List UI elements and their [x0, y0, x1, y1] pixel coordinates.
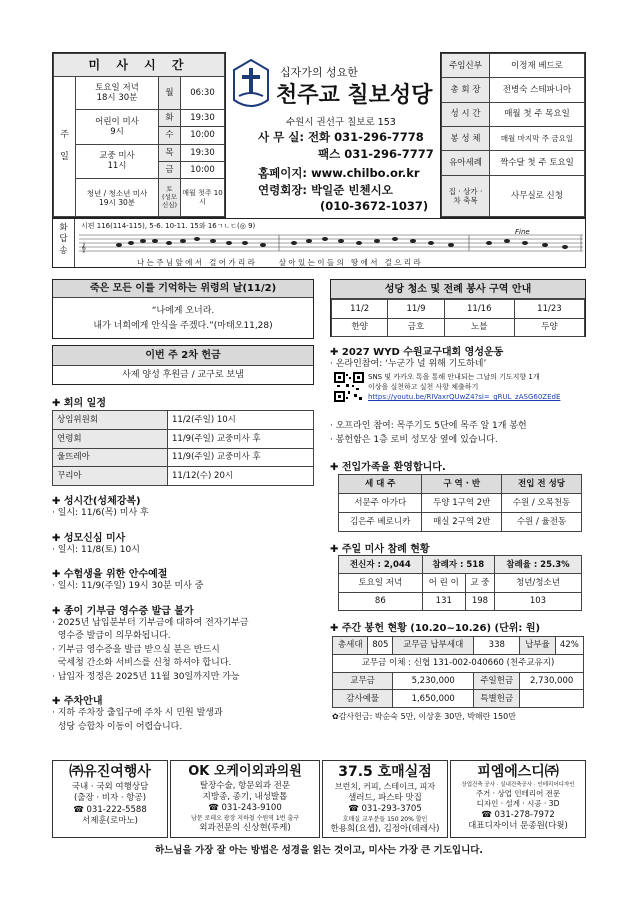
ad-title: 37.5 호매실점 [338, 764, 432, 780]
ad-line: 대표디자이너 문종원(다윗) [468, 821, 568, 832]
finance-cell: 납부율 [520, 637, 555, 655]
finance-cell: 주일헌금 [474, 672, 520, 690]
finance-table [332, 636, 584, 708]
psalm-lyrics: 나 는 주 님 앞 에 서 걸 어 가 리 라 살 아 있 는 이 들 의 땅 에 서 걸 으 리 라 [137, 258, 421, 267]
wyd-offline [330, 420, 586, 447]
staff-role: 총 회 장 [442, 78, 490, 102]
finance-cell: 1,650,000 [393, 690, 474, 708]
cleaning-date: 11/2 [332, 300, 388, 319]
ad-line: 주거 · 상업 인테리어 전문 [475, 789, 561, 799]
memorial-quote-2: 내가 너희에게 안식을 주겠다.”(마태오11,28) [93, 321, 273, 331]
attendance-table [338, 555, 582, 611]
wyd-line: · 오프라인 참여: 목주기도 5단에 목주 알 1개 봉헌 [330, 421, 527, 431]
newcomers-header: 구 역 · 반 [422, 475, 502, 494]
mass-row-time: 06:30 [181, 77, 225, 110]
music-staff-icon [79, 229, 583, 257]
wyd-link[interactable]: https://youtu.be/RIVaxrQUwZ4?si=_gRUL_zASG60ZEdE [368, 393, 561, 402]
wyd-title: ✚ 2027 WYD 수원교구대회 영성운동 [330, 347, 504, 358]
ad-title: 피엠에스디㈜ [477, 764, 559, 780]
attendance-value: 86 [339, 592, 423, 610]
mass-row-time: 매월 첫주 10시 [181, 179, 225, 217]
attendance-header: 청년/청소년 [494, 574, 581, 592]
ad-line: ☎ 031-293-3705 [348, 804, 422, 815]
notice-line: · 일시: 11/6(목) 미사 후 [52, 508, 149, 518]
finance-title: ✚ 주간 봉헌 현황 (10.20~10.26) (단위: 원) [330, 623, 541, 634]
notice-title: ✚ 종이 기부금 영수증 발급 불가 [52, 605, 194, 617]
wyd-line: 이상을 실천하고 실천 사항 체출하기 [368, 383, 479, 392]
mass-row-time: 19:30 [181, 110, 225, 127]
finance-cell: 338 [474, 637, 520, 655]
mass-row-time: 10:00 [181, 161, 225, 178]
meeting-name: 상임위원회 [53, 411, 168, 430]
finance-account: 교무금 이체 : 신협 131-002-040660 (천주교유지) [333, 654, 584, 672]
ad-travel [52, 760, 168, 838]
notice-line: · 지하 주차장 출입구에 주차 시 민원 발생과 [52, 708, 223, 718]
newcomers-header: 전입 전 성당 [502, 475, 582, 494]
church-logo-icon [230, 58, 272, 112]
cleaning-date: 11/9 [388, 300, 444, 319]
cleaning-area: 두양 [514, 318, 584, 337]
meeting-time: 11/9(주일) 교중미사 후 [168, 429, 314, 448]
psalm-header: 시편 116(114-115), 5-6. 10-11. 15와 16ㄱㄴㄷ(◎ 9) [81, 222, 256, 230]
staff-value: 전병숙 스테파니아 [490, 78, 585, 102]
notice-title: ✚ 성시간(성체강복) [52, 496, 141, 507]
cleaning-title: 성당 청소 및 전례 봉사 구역 안내 [331, 280, 585, 299]
attendance-value: 198 [465, 592, 494, 610]
office-phone: 전화 031-296-7778 [307, 130, 424, 144]
meetings-table [52, 410, 314, 486]
newcomer-name: 서문주 아가다 [339, 494, 422, 513]
attendance-total: 전신자 : 2,044 [339, 556, 423, 574]
ad-title: OK 오케이외과의원 [188, 764, 302, 779]
attendance-attendees: 참례자 : 518 [422, 556, 494, 574]
newcomer-name: 김은주 베로니카 [339, 513, 422, 532]
meeting-name: 울뜨레아 [53, 448, 168, 467]
meeting-name: 연령회 [53, 429, 168, 448]
mass-times-table [52, 52, 226, 218]
ad-line: 샐러드, 파스타 맛집 [348, 792, 422, 803]
ad-line: 상업건축 공사 · 실내건축공사 · 인테리어디자인 [461, 781, 575, 788]
finance-cell: 특별헌금 [474, 690, 520, 708]
notice-line: 국세청 간소화 서비스를 신청 하셔야 합니다. [52, 658, 232, 668]
notice-line: · 일시: 11/9(주일) 19시 30분 미사 중 [52, 581, 204, 591]
cleaning-date: 11/23 [514, 300, 584, 319]
finance-cell: 총세대 [333, 637, 368, 655]
wyd-line: · 온라인참여: ‘누군가 널 위해 기도하네’ [330, 359, 487, 369]
cleaning-area: 노블 [444, 318, 514, 337]
ad-line: ☎ 031-222-5588 [73, 804, 147, 815]
ad-line: 탈장수술, 항문외과 전문 [199, 780, 291, 791]
cleaning-area: 한양 [332, 318, 388, 337]
sunday-label: 주 일 [54, 77, 76, 217]
second-collection-title: 이번 주 2차 헌금 [53, 346, 313, 366]
mass-row-day: 목 [159, 144, 181, 161]
meeting-time: 11/9(주일) 교중미사 후 [168, 448, 314, 467]
fax-number: 팩스 031-296-7777 [318, 147, 434, 161]
mass-row-day: 월 [159, 77, 181, 110]
mass-row-name: 교중 미사 11시 [76, 144, 159, 179]
attendance-value: 103 [494, 592, 581, 610]
staff-value: 이정재 베드로 [490, 54, 585, 78]
notice-title: ✚ 주차안내 [52, 696, 103, 707]
ad-line: ☎ 031-278-7972 [481, 809, 555, 820]
staff-role: 집 · 상가 · 차 축복 [442, 175, 490, 216]
second-collection-content: 사제 양성 후원금 / 교구로 보냄 [122, 370, 244, 380]
ad-line: 외과전문의 신상현(루케) [199, 823, 291, 834]
psalm-side-label: 화 답 송 [53, 219, 75, 267]
finance-cell: 감사예물 [333, 690, 393, 708]
newcomer-from: 수원 / 오목천동 [502, 494, 582, 513]
notice-title: ✚ 성모신심 미사 [52, 532, 126, 544]
ad-title: ㈜유진여행사 [69, 764, 151, 780]
ad-line: 한용희(요셉), 김정아(데레사) [330, 823, 440, 834]
thanks-offering: ✿감사헌금: 박순숙 5만, 이상훈 30만, 박해란 150만 [332, 712, 516, 721]
ad-line: 남문 로데오 광장 지하철 수원역 1번 출구 [191, 814, 299, 822]
newcomers-header: 세 대 주 [339, 475, 422, 494]
wyd-details [368, 372, 588, 402]
ad-line: 국내 · 국외 여행상담 [71, 781, 149, 792]
mass-row-day: 수 [159, 127, 181, 144]
mass-row-name: 어린이 미사 9시 [76, 110, 159, 145]
staff-value: 매월 첫 주 목요일 [490, 102, 585, 126]
staff-role: 봉 성 체 [442, 126, 490, 150]
staff-role: 유아세례 [442, 151, 490, 175]
staff-table [440, 52, 586, 218]
ad-line: ☎ 031-243-9100 [208, 803, 282, 814]
notice-line: 영수증 발급이 의무화됩니다. [52, 631, 171, 641]
attendance-header: 토요일 저녁 [339, 574, 423, 592]
wyd-section [330, 343, 586, 372]
notice-line: 성당 승합차 이동이 어렵습니다. [52, 721, 183, 732]
ad-line: 호매실 교우분들 150 20% 할인 [342, 815, 428, 823]
finance-cell: 5,230,000 [393, 672, 474, 690]
homepage-label: 홈페이지: [258, 166, 308, 180]
office-label: 사 무 실: [258, 130, 304, 144]
notice-line: · 기부금 영수증을 발급 받으실 분은 반드시 [52, 644, 220, 655]
attendance-rate: 참례율 : 25.3% [494, 556, 581, 574]
notices [52, 492, 314, 734]
ad-line: 디자인 · 설계 · 시공 · 3D [476, 799, 560, 809]
cleaning-area: 금호 [388, 318, 444, 337]
newcomer-area: 매실 2구역 2반 [422, 513, 502, 532]
finance-cell [520, 690, 584, 708]
finance-cell: 교무금 [333, 672, 393, 690]
mass-row-day: 화 [159, 110, 181, 127]
qr-code-icon[interactable] [334, 372, 364, 402]
staff-value: 매월 마지막 주 금요일 [490, 126, 585, 150]
finance-cell: 805 [368, 637, 393, 655]
staff-role: 주임신부 [442, 54, 490, 78]
ad-line: (출장 · 비자 · 항공) [73, 793, 147, 804]
attendance-header: 어 린 이 [422, 574, 465, 592]
psalm-fine: Fine [515, 228, 530, 236]
church-header [228, 52, 440, 218]
notice-line: · 2025년 납입분부터 기부금에 대하여 전자기부금 [52, 617, 249, 628]
memorial-box [52, 279, 314, 339]
mass-row-day: 금 [159, 161, 181, 178]
contact-name: 박일준 빈첸시오 [311, 183, 393, 197]
meetings-title: ✚ 회의 일정 [52, 398, 106, 409]
footer-message: 하느님을 가장 잘 아는 방법은 성경을 읽는 것이고, 미사는 가장 큰 기도입니다. [154, 845, 484, 856]
attendance-header: 교 중 [465, 574, 494, 592]
mass-times-title: 미 사 시 간 [54, 54, 225, 77]
notice-line: · 납입자 정정은 2025년 11월 30일까지만 가능 [52, 671, 240, 682]
second-collection-box [52, 345, 314, 385]
church-address: 수원시 권선구 칠보로 153 [286, 117, 396, 128]
wyd-line: SNS 및 카카오 톡을 통해 안내되는 그날의 기도지향 1개 [368, 373, 540, 381]
mass-row-day: 토 (성모신심) [159, 179, 181, 217]
newcomer-from: 수원 / 율전동 [502, 513, 582, 532]
attendance-title: ✚ 주일 미사 참례 현황 [330, 544, 430, 555]
newcomers-table [338, 474, 582, 532]
meeting-time: 11/2(주일) 10시 [168, 411, 314, 430]
cleaning-table [330, 279, 586, 337]
ad-line: 서제훈(로마노) [82, 816, 138, 827]
attendance-value: 131 [422, 592, 465, 610]
contact-phone: (010-3672-1037) [320, 199, 429, 213]
meeting-name: 꾸리아 [53, 467, 168, 486]
finance-cell: 2,730,000 [520, 672, 584, 690]
mass-row-name: 토요일 저녁 18시 30분 [76, 77, 159, 110]
ad-line: 브런치, 커피, 스테이크, 피자 [334, 781, 436, 791]
staff-value: 짝수달 첫 주 토요일 [490, 151, 585, 175]
finance-cell: 42% [555, 637, 583, 655]
staff-role: 성 시 간 [442, 102, 490, 126]
memorial-quote-1: “나에게 오너라. [151, 306, 215, 316]
homepage-link[interactable]: www.chilbo.or.kr [311, 166, 420, 180]
mass-row-name: 청년 / 청소년 미사 19시 30분 [76, 179, 159, 217]
meeting-time: 11/12(수) 20시 [168, 467, 314, 486]
mass-row-time: 10:00 [181, 127, 225, 144]
ad-line: 지방종, 종기, 내성발톱 [202, 792, 288, 803]
ad-interior [450, 760, 586, 838]
memorial-title: 죽은 모든 이를 기억하는 위령의 날(11/2) [53, 280, 313, 298]
church-subtitle: 십자가의 성요한 [280, 66, 358, 79]
staff-value: 사무실로 신청 [490, 175, 585, 216]
church-name: 천주교 칠보성당 [276, 83, 433, 108]
cleaning-date: 11/16 [444, 300, 514, 319]
psalm-response [52, 218, 586, 268]
mass-row-time: 19:30 [181, 144, 225, 161]
newcomers-title: ✚ 전입가족을 환영합니다. [330, 462, 446, 473]
notice-title: ✚ 수험생을 위한 안수예절 [52, 569, 168, 580]
ad-clinic [170, 760, 320, 838]
finance-cell: 교무금 납부세대 [393, 637, 474, 655]
wyd-line: · 봉헌함은 1층 로비 성모상 옆에 있습니다. [330, 434, 498, 445]
contact-label: 연령회장: [258, 183, 308, 197]
ad-cafe [322, 760, 448, 838]
svg-text:𝄞: 𝄞 [81, 243, 87, 253]
notice-line: · 일시: 11/8(토) 10시 [52, 544, 140, 555]
newcomer-area: 두양 1구역 2반 [422, 494, 502, 513]
